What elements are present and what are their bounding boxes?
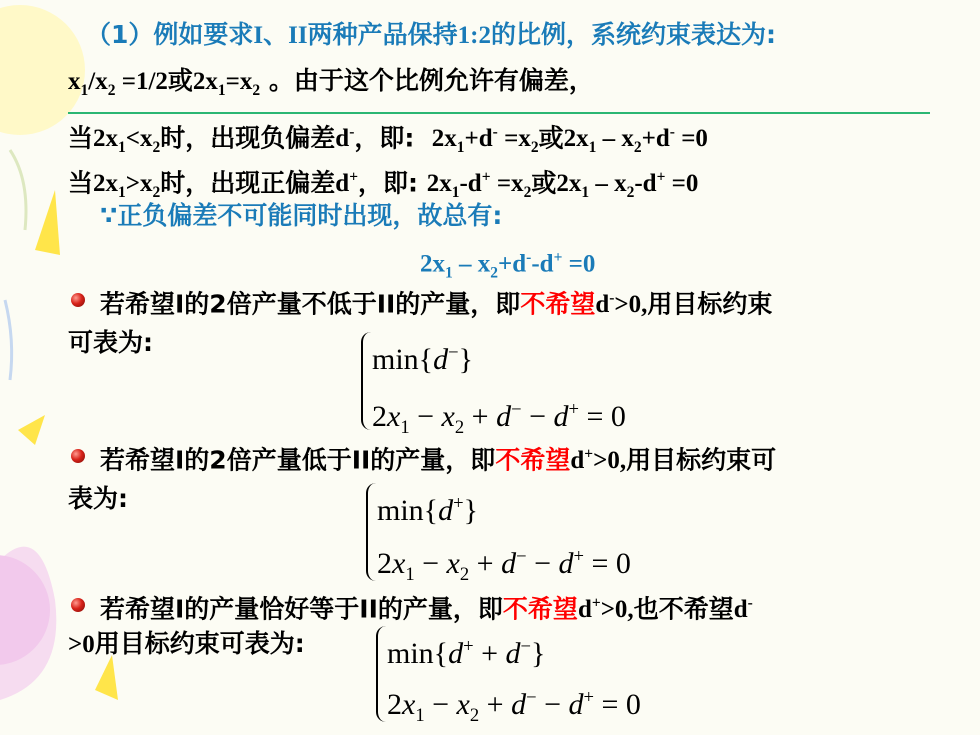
intro-line: （1）例如要求I、II两种产品保持1:2的比例，系统约束表达为: (86, 20, 776, 49)
bullet-3-continuation: >0用目标约束可表为: (68, 629, 305, 658)
bullet-3-text: 若希望I的产量恰好等于II的产量，即不希望d+>0,也不希望d- (100, 594, 753, 624)
constraint-3: $2x_1 - x_2 + d^- - d^+ = 0$ (387, 687, 641, 726)
bullet-2-text: 若希望I的2倍产量低于II的产量，即不希望d+>0,用目标约束可 (100, 445, 777, 475)
star-decoration (35, 190, 60, 255)
star-decoration (95, 655, 118, 700)
star-decoration (18, 415, 45, 445)
bullet-1-continuation: 可表为: (68, 328, 153, 357)
positive-deviation-line: 当$2x_1>x_2$时，出现正偏差d+，即: $2x_1-d^+ =x_2$或$2x_1 - x_2-d^+ =0$ (68, 168, 699, 202)
constraint-1: $2x_1 - x_2 + d^- - d^+ = 0$ (372, 399, 626, 438)
bullet-icon (71, 449, 85, 463)
objective-2: min{d+} (377, 493, 478, 527)
bullet-1-text: 若希望I的2倍产量不低于II的产量，即不希望d->0,用目标约束 (100, 289, 773, 319)
general-equation: $2x_1 - x_2+d^--d^+ =0$ (420, 249, 596, 282)
ratio-line: $x_1/x_2 =1/2$或$2x_1=x_2$ 。由于这个比例允许有偏差， (68, 66, 594, 99)
conclusion-line: ∵正负偏差不可能同时出现，故总有: (100, 201, 503, 230)
negative-deviation-line: 当$2x_1<x_2$时，出现负偏差d-，即: $2x_1+d^- =x_2$或$2x_1 - x_2+d^- =0$ (68, 123, 708, 157)
bullet-icon (71, 293, 85, 307)
objective-1: min{d−} (372, 342, 473, 376)
constraint-2: $2x_1 - x_2 + d^- - d^+ = 0$ (377, 546, 631, 585)
bullet-2-continuation: 表为: (68, 484, 128, 513)
divider-rule (68, 112, 930, 114)
bullet-icon (71, 598, 85, 612)
swirl-decoration (5, 300, 12, 380)
swirl-decoration (10, 150, 26, 230)
objective-3: min{d+ + d−} (387, 636, 546, 670)
